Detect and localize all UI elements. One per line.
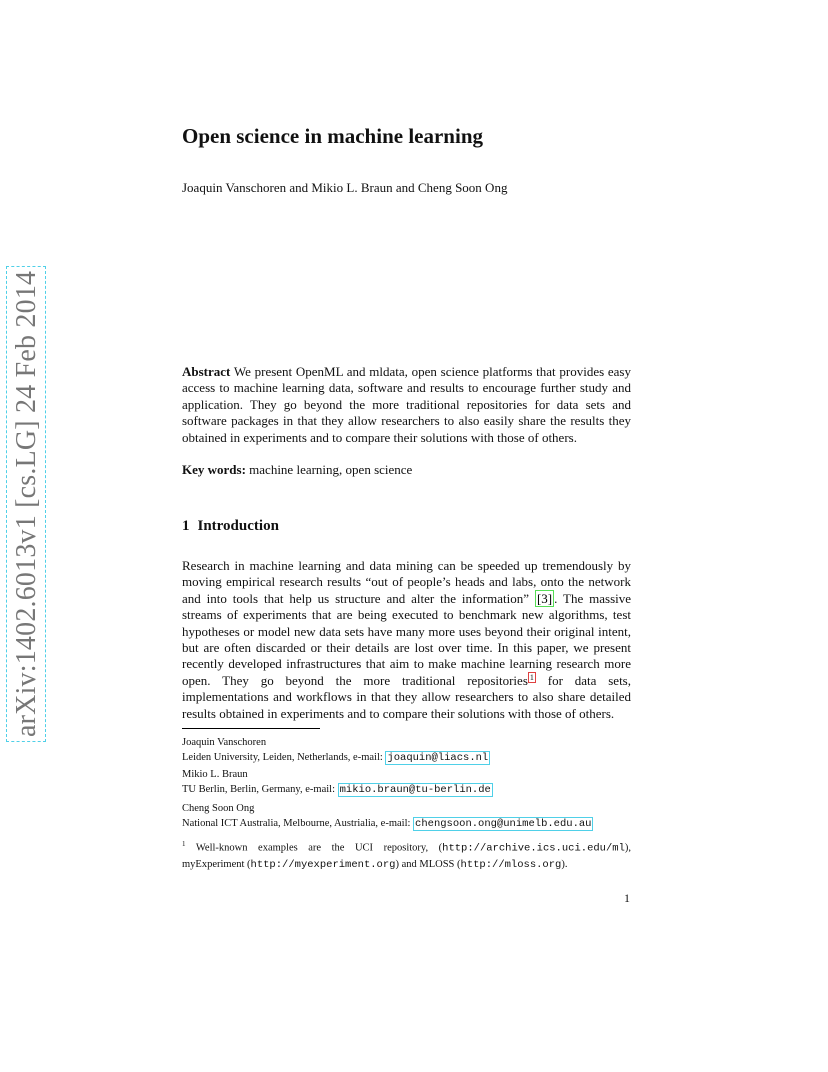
url-text: http://archive.ics.uci.edu/ml: [442, 842, 625, 855]
keywords: [182, 462, 412, 478]
footnote-number: 1: [182, 840, 186, 848]
intro-text-2: . The massive streams of experiments that are being executed to benchmark new algorithms, test hypotheses or model new data sets have many more uses beyond their original intent, but are often discarded or their details are lost over time. In this paper, we present recently developed infrastructures that aim to make machine learning research more open. They go beyond the more traditional repositories: [182, 590, 632, 688]
abstract-label: Abstract: [182, 364, 231, 379]
affiliation-name: Joaquin Vanschoren: [182, 737, 267, 748]
footnote-rule: [182, 728, 320, 729]
url-text: http://myexperiment.org: [250, 858, 396, 871]
affiliation-name: Cheng Soon Ong: [182, 803, 255, 814]
section-number: 1: [182, 518, 190, 534]
intro-text-1: Research in machine learning and data mining can be speeded up tremendously by moving empirical research results “out of people’s heads and labs, onto the network and into tools that help us structure and alter the information”: [182, 558, 631, 606]
email-link[interactable]: joaquin@liacs.nl: [387, 752, 489, 764]
author-list: Joaquin Vanschoren and Mikio L. Braun and Cheng Soon Ong: [182, 180, 508, 195]
section-title: Introduction: [197, 518, 279, 534]
footnote-text: ).: [561, 858, 568, 870]
intro-paragraph: [182, 558, 631, 722]
footnote-text: ) and MLOSS (: [395, 858, 461, 870]
footnote-text: Well-known examples are the UCI repository, (: [185, 842, 443, 854]
affiliation-line: National ICT Australia, Melbourne, Austrialia, e-mail:: [182, 818, 411, 829]
affiliation-braun: [182, 767, 493, 798]
section-heading: [182, 518, 279, 535]
email-link[interactable]: mikio.braun@tu-berlin.de: [339, 784, 491, 796]
affiliation-line: Leiden University, Leiden, Netherlands, e-mail:: [182, 752, 383, 763]
affiliation-line: TU Berlin, Berlin, Germany, e-mail:: [182, 784, 335, 795]
keywords-label: Key words:: [182, 462, 246, 477]
email-link[interactable]: chengsoon.ong@unimelb.edu.au: [415, 818, 592, 830]
footnote: [182, 837, 631, 873]
footnote-text: ), myExperiment (: [182, 842, 631, 870]
page-number: 1: [624, 891, 630, 905]
affiliation-ong: [182, 801, 593, 832]
keywords-text: machine learning, open science: [249, 462, 413, 477]
abstract-text: We present OpenML and mldata, open science platforms that provides easy access to machine learning data, software and results to encourage further study and application. They go beyond the more traditional repositories for data sets and software packages in that they allow researchers to also easily share the results they obtained in experiments and to compare their solutions with those of others.: [182, 364, 631, 445]
arxiv-identifier-stamp[interactable]: arXiv:1402.6013v1 [cs.LG] 24 Feb 2014: [6, 266, 46, 742]
intro-text-3: for data sets, implementations and workflows in that they allow researchers to also share detailed results obtained in experiments and to compare their solutions with those of others.: [182, 672, 631, 721]
url-text: http://mloss.org: [460, 858, 562, 871]
paper-title: Open science in machine learning: [182, 124, 483, 148]
footnote-link[interactable]: 1: [529, 672, 534, 682]
affiliation-vanschoren: [182, 735, 490, 766]
citation-link[interactable]: [3]: [536, 590, 553, 606]
affiliation-name: Mikio L. Braun: [182, 769, 248, 780]
abstract: [182, 364, 631, 446]
